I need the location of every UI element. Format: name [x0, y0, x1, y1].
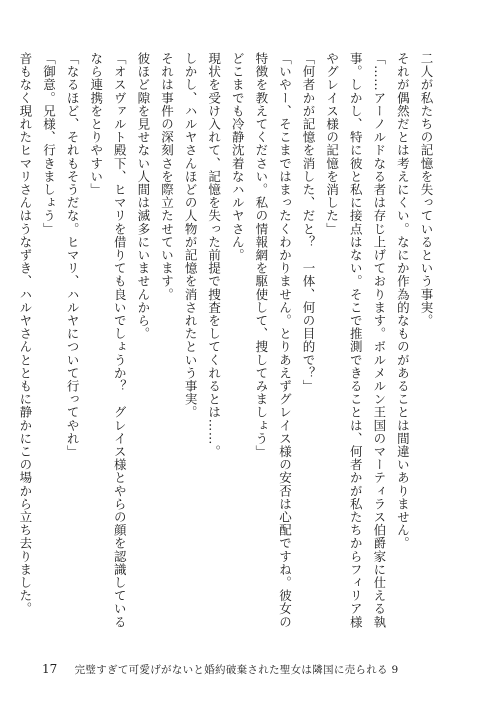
text-line: 「御意。兄様、行きましょう」	[41, 52, 57, 236]
text-line: 「オスヴァルト殿下、ヒマリを借りても良いでしょうか？ グレイス様とやらの顔を認識している	[112, 52, 128, 629]
text-line: 「……アーノルドなる者は存じ上げております。ボルメルン王国のマーティラス伯爵家に仕える執	[371, 52, 387, 629]
text-line: 「何者かが記憶を消した、だと？ 一体、何の目的で？」	[301, 52, 317, 393]
text-line: しかし、ハルヤさんほどの人物が記憶を消されたという事実。	[183, 52, 199, 419]
page-number: 17	[42, 662, 58, 676]
text-line: 特徴を教えてください。私の情報網を駆使して、捜してみましょう」	[253, 52, 269, 459]
text-line: 彼ほど隙を見せない人間は滅多にいませんから。	[135, 52, 151, 341]
text-line: 現状を受け入れて、記憶を失った前提で捜査をしてくれるとは……。	[206, 52, 222, 459]
text-line: 二人が私たちの記憶を失っているという事実。	[419, 52, 434, 328]
vertical-text-body	[17, 52, 438, 640]
page-footer	[42, 662, 398, 677]
text-line: 音もなく現れたヒマリさんはうなずき、ハルヤさんとともに静かにこの場から立ち去りました。	[17, 52, 33, 616]
text-line: なら連携をとりやすい」	[88, 52, 104, 197]
text-line: 「なるほど、それもそうだな。ヒマリ、ハルヤについて行ってやれ」	[65, 52, 81, 459]
running-title: 完璧すぎて可愛げがないと婚約破棄された聖女は隣国に売られる 9	[74, 664, 399, 676]
text-line: やグレイス様の記憶を消した」	[324, 52, 340, 236]
text-line: それが偶然だとは考えにくい。なにか作為的なものがあることは間違いありません。	[395, 52, 411, 550]
text-line: 「いやー、そこまではまったくわかりません。とりあえずグレイス様の安否は心配ですね。彼女の	[277, 52, 293, 629]
text-line: どこまでも冷静沈着なハルヤさん。	[230, 52, 246, 262]
text-line: それは事件の深刻さを際立たせています。	[159, 52, 175, 301]
text-line: 事。しかし、特に彼と私に接点はない。そこで推測できることは、何者かが私たちからフィリア様	[348, 52, 364, 629]
